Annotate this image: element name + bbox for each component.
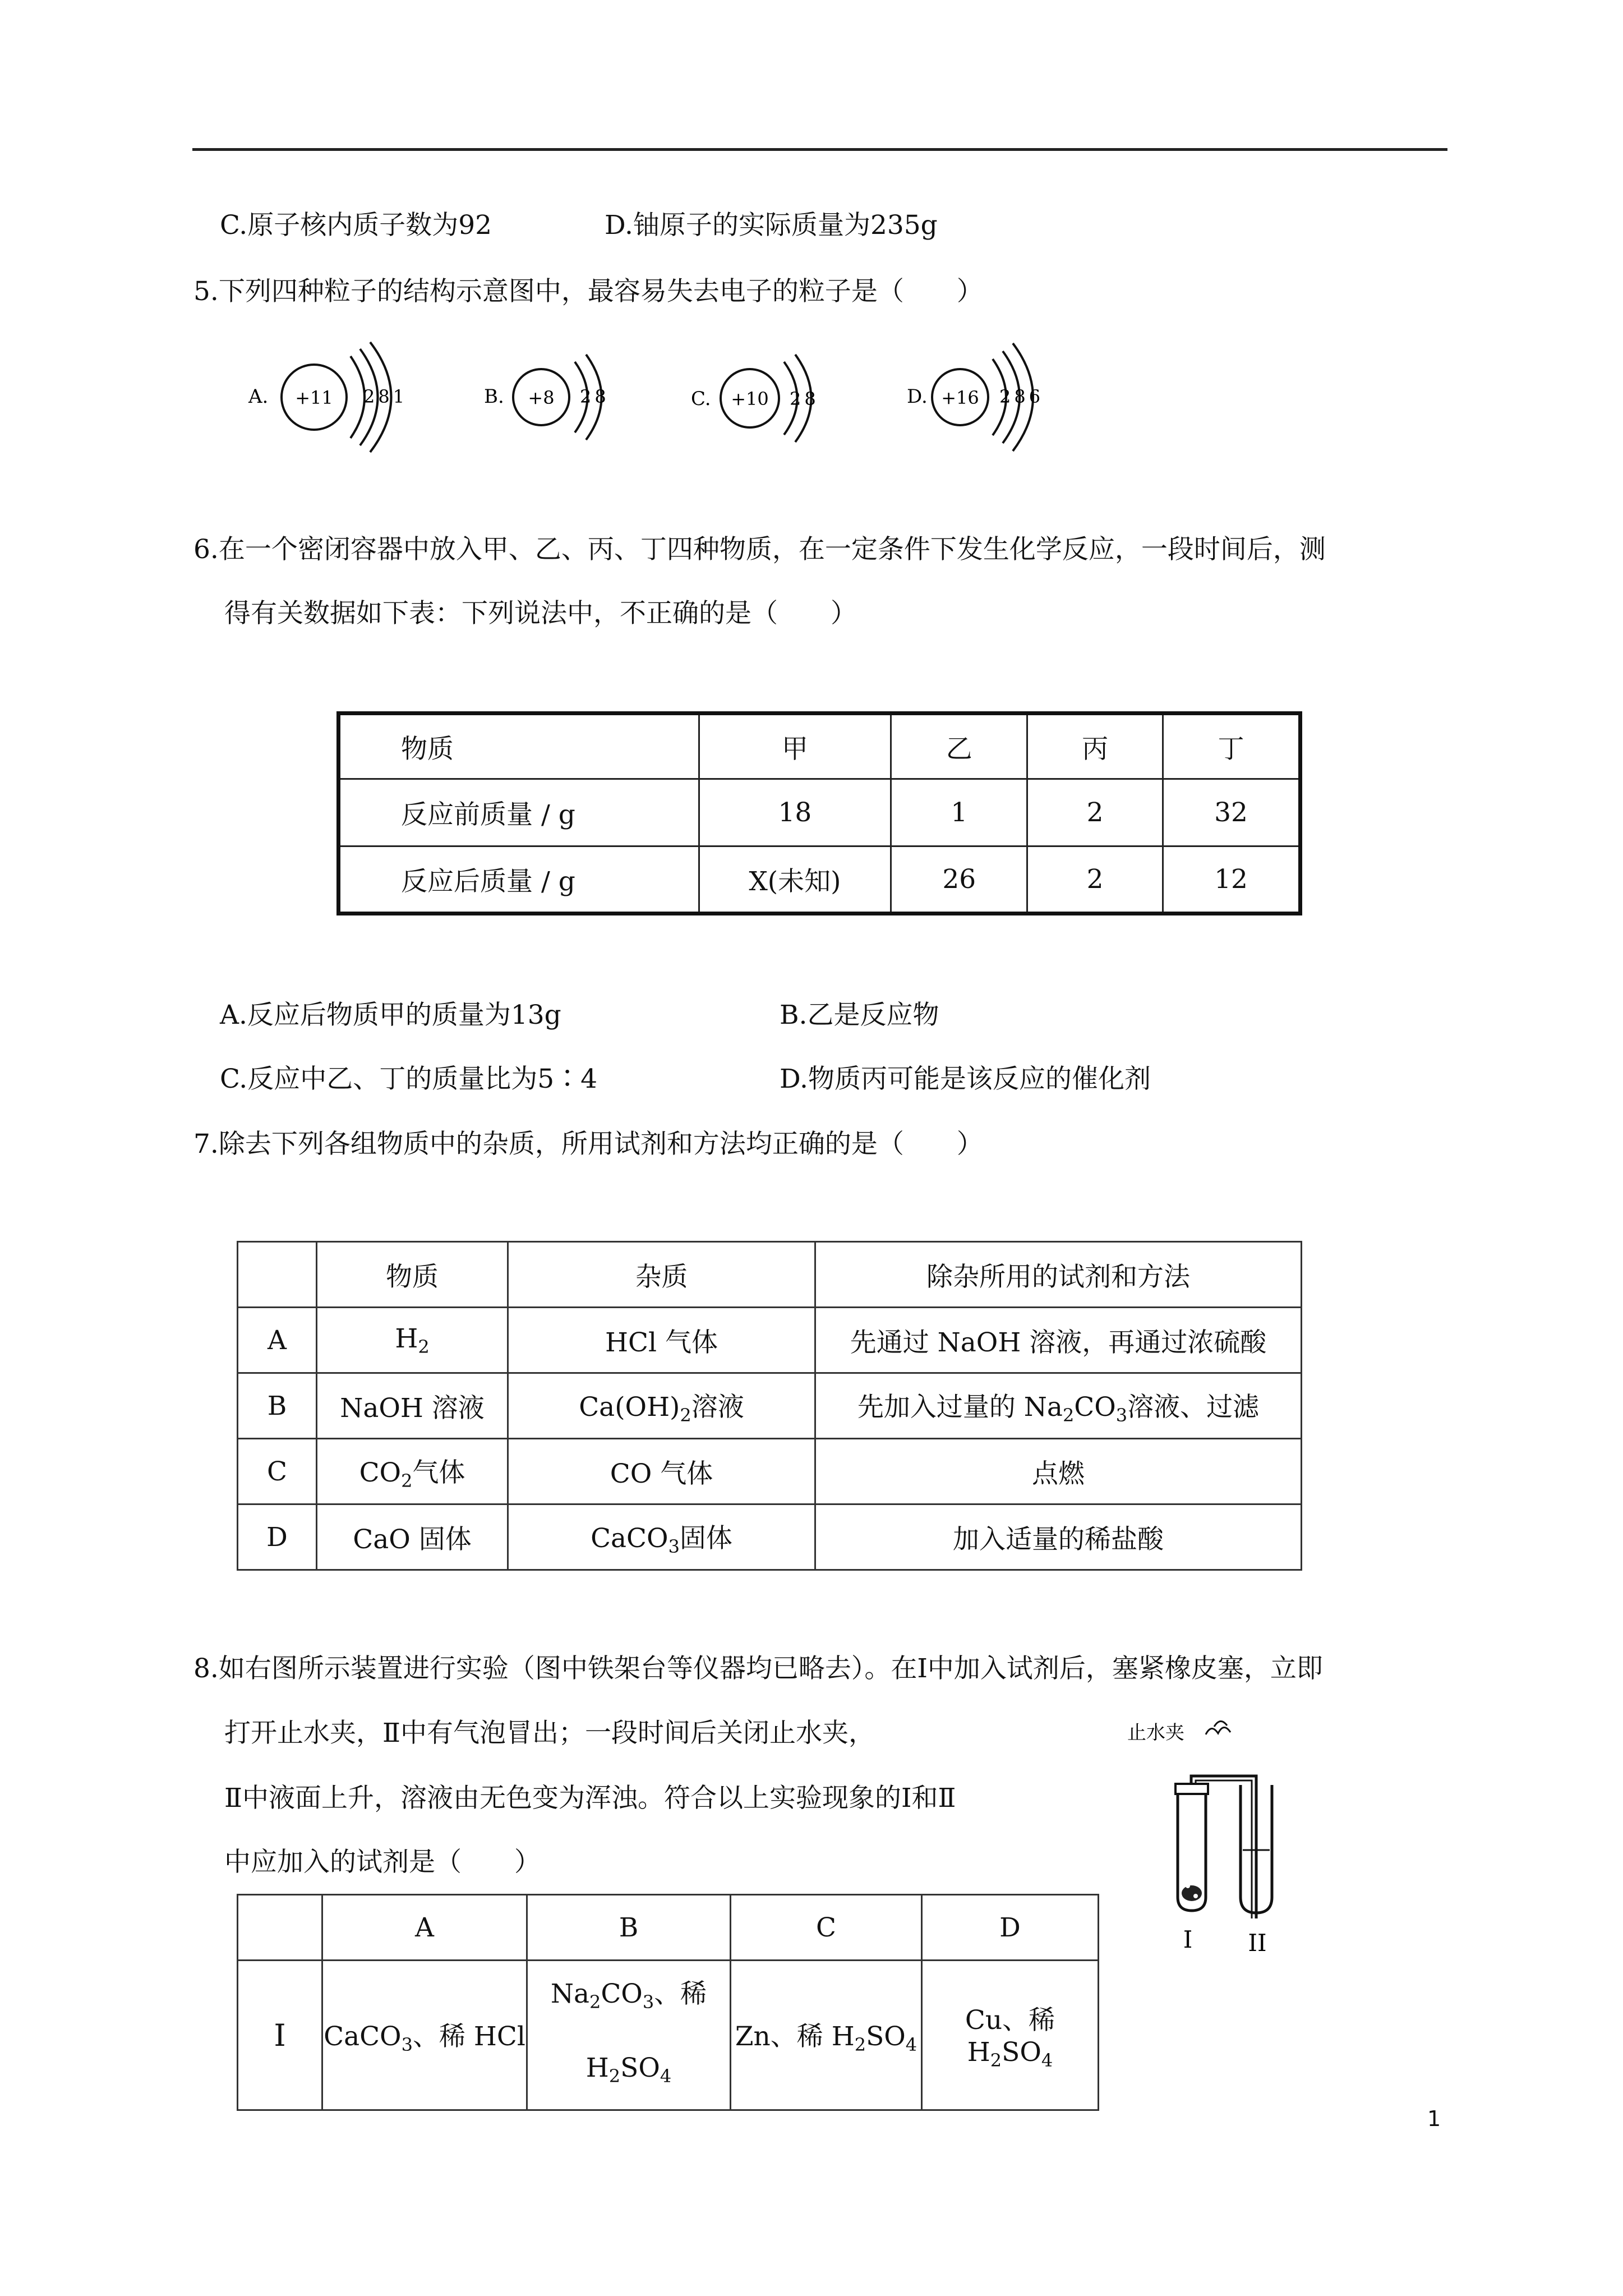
atom-label-d: D.: [907, 385, 928, 408]
tube-1-label: I: [1183, 1926, 1193, 1953]
clamp-icon: [1206, 1721, 1230, 1734]
q7-purification-table: [237, 1241, 1302, 1571]
impurity-cell: HCl 气体: [508, 1308, 815, 1373]
row-label: B: [238, 1373, 317, 1439]
q8-stem-line1: 8.如右图所示装置进行实验（图中铁架台等仪器均已略去）。在Ⅰ中加入试剂后，塞紧橡皮塞，立即: [193, 1653, 1323, 1684]
table-header-cell: 乙: [891, 714, 1027, 779]
table-cell: 反应前质量 / g: [339, 779, 699, 846]
table-header-cell: A: [322, 1895, 527, 1961]
q8-stem-line4: 中应加入的试剂是（ ）: [224, 1847, 541, 1878]
table-row: [339, 779, 1301, 846]
method-cell: 先加入过量的 $Na_2CO_3$溶液、过滤: [815, 1373, 1302, 1439]
q8-stem-line2: 打开止水夹，Ⅱ中有气泡冒出；一段时间后关闭止水夹，: [224, 1718, 875, 1749]
q6-option-a: A.反应后物质甲的质量为13g: [220, 1000, 561, 1030]
impurity-cell: $Ca(OH)_2$溶液: [508, 1373, 815, 1439]
option-d-cell: Cu、稀 $H_2SO_4$: [922, 1961, 1099, 2110]
table-row-b: [238, 1373, 1302, 1439]
table-row: [339, 846, 1301, 914]
table-header-cell: D: [922, 1895, 1099, 1961]
q8-apparatus-figure: [1116, 1700, 1357, 1958]
table-header-row: [339, 714, 1301, 779]
row-label: D: [238, 1504, 317, 1570]
substance-cell: NaOH 溶液: [317, 1373, 508, 1439]
table-cell: 2: [1027, 846, 1163, 914]
page-number: 1: [1427, 2106, 1441, 2131]
atom-nucleus-d: +16: [941, 387, 979, 408]
table-row-a: [238, 1308, 1302, 1373]
atom-label-c: C.: [691, 388, 711, 410]
table-header-row: [238, 1895, 1099, 1961]
q6-data-table: [336, 711, 1302, 915]
table-cell: 26: [891, 846, 1027, 914]
option-a-cell: CaCO$_3$、稀 HCl: [322, 1961, 527, 2110]
atom-diagram-a: [248, 342, 408, 452]
tube-2-label: II: [1248, 1929, 1267, 1957]
row-label: A: [238, 1308, 317, 1373]
table-header-cell: B: [527, 1895, 731, 1961]
table-header-cell: C: [731, 1895, 922, 1961]
atom-nucleus-b: +8: [528, 387, 555, 408]
atom-diagram-b: [484, 355, 610, 440]
clamp-label: 止水夹: [1127, 1722, 1184, 1744]
table-cell: 18: [699, 779, 891, 846]
q8-reagent-table: [237, 1894, 1099, 2111]
atom-shells-b: 28: [580, 386, 610, 407]
table-cell: X(未知): [699, 846, 891, 914]
impurity-cell: CO 气体: [508, 1439, 815, 1504]
table-cell: 32: [1163, 779, 1301, 846]
q7-stem: 7.除去下列各组物质中的杂质，所用试剂和方法均正确的是（ ）: [193, 1129, 983, 1159]
q6-option-d: D.物质丙可能是该反应的催化剂: [780, 1064, 1151, 1094]
table-row-d: [238, 1504, 1302, 1570]
atom-label-a: A.: [248, 385, 269, 408]
table-header-cell: 除杂所用的试剂和方法: [815, 1242, 1302, 1308]
table-cell: 2: [1027, 779, 1163, 846]
table-header-cell: [238, 1895, 322, 1961]
atom-nucleus-a: +11: [295, 387, 333, 408]
substance-cell: $H_2$: [317, 1308, 508, 1373]
method-cell: 点燃: [815, 1439, 1302, 1504]
atom-shells-c: 28: [790, 388, 819, 409]
atom-diagram-c: [691, 355, 819, 442]
table-header-cell: 丙: [1027, 714, 1163, 779]
q5-atom-diagrams: [236, 337, 1066, 460]
q8-stem-line3: Ⅱ中液面上升，溶液由无色变为浑浊。符合以上实验现象的Ⅰ和Ⅱ: [224, 1783, 956, 1814]
table-cell: 1: [891, 779, 1027, 846]
header-rule: [192, 148, 1447, 151]
substance-cell: $CO_2$气体: [317, 1439, 508, 1504]
row-label: C: [238, 1439, 317, 1504]
table-header-row: [238, 1242, 1302, 1308]
option-b-cell: $Na_2CO_3$、稀 $H_2SO_4$: [527, 1961, 731, 2110]
table-header-cell: 杂质: [508, 1242, 815, 1308]
impurity-cell: CaCO$_3$固体: [508, 1504, 815, 1570]
table-row: [238, 1961, 1099, 2110]
atom-shells-d: 286: [999, 386, 1044, 407]
substance-cell: CaO 固体: [317, 1504, 508, 1570]
atom-nucleus-c: +10: [731, 388, 769, 409]
q6-stem-line2: 得有关数据如下表：下列说法中，不正确的是（ ）: [224, 598, 857, 629]
table-header-cell: 物质: [339, 714, 699, 779]
table-header-cell: 物质: [317, 1242, 508, 1308]
atom-shells-a: 281: [363, 386, 408, 407]
q6-option-c: C.反应中乙、丁的质量比为5∶4: [220, 1064, 598, 1094]
method-cell: 先通过 NaOH 溶液，再通过浓硫酸: [815, 1308, 1302, 1373]
q4-option-d: D.铀原子的实际质量为235g: [605, 210, 938, 241]
row-label: Ⅰ: [238, 1961, 322, 2110]
q4-option-c: C.原子核内质子数为92: [220, 210, 492, 241]
q5-stem: 5.下列四种粒子的结构示意图中，最容易失去电子的粒子是（ ）: [193, 276, 983, 307]
option-c-cell: Zn、稀 $H_2SO_4$: [731, 1961, 922, 2110]
atom-diagram-d: [907, 343, 1044, 451]
table-header-cell: [238, 1242, 317, 1308]
table-cell: 反应后质量 / g: [339, 846, 699, 914]
table-header-cell: 甲: [699, 714, 891, 779]
table-cell: 12: [1163, 846, 1301, 914]
table-header-cell: 丁: [1163, 714, 1301, 779]
atom-label-b: B.: [484, 385, 504, 408]
q6-stem-line1: 6.在一个密闭容器中放入甲、乙、丙、丁四种物质，在一定条件下发生化学反应，一段时间后，测: [193, 534, 1326, 565]
table-row-c: [238, 1439, 1302, 1504]
method-cell: 加入适量的稀盐酸: [815, 1504, 1302, 1570]
q6-option-b: B.乙是反应物: [780, 1000, 939, 1030]
